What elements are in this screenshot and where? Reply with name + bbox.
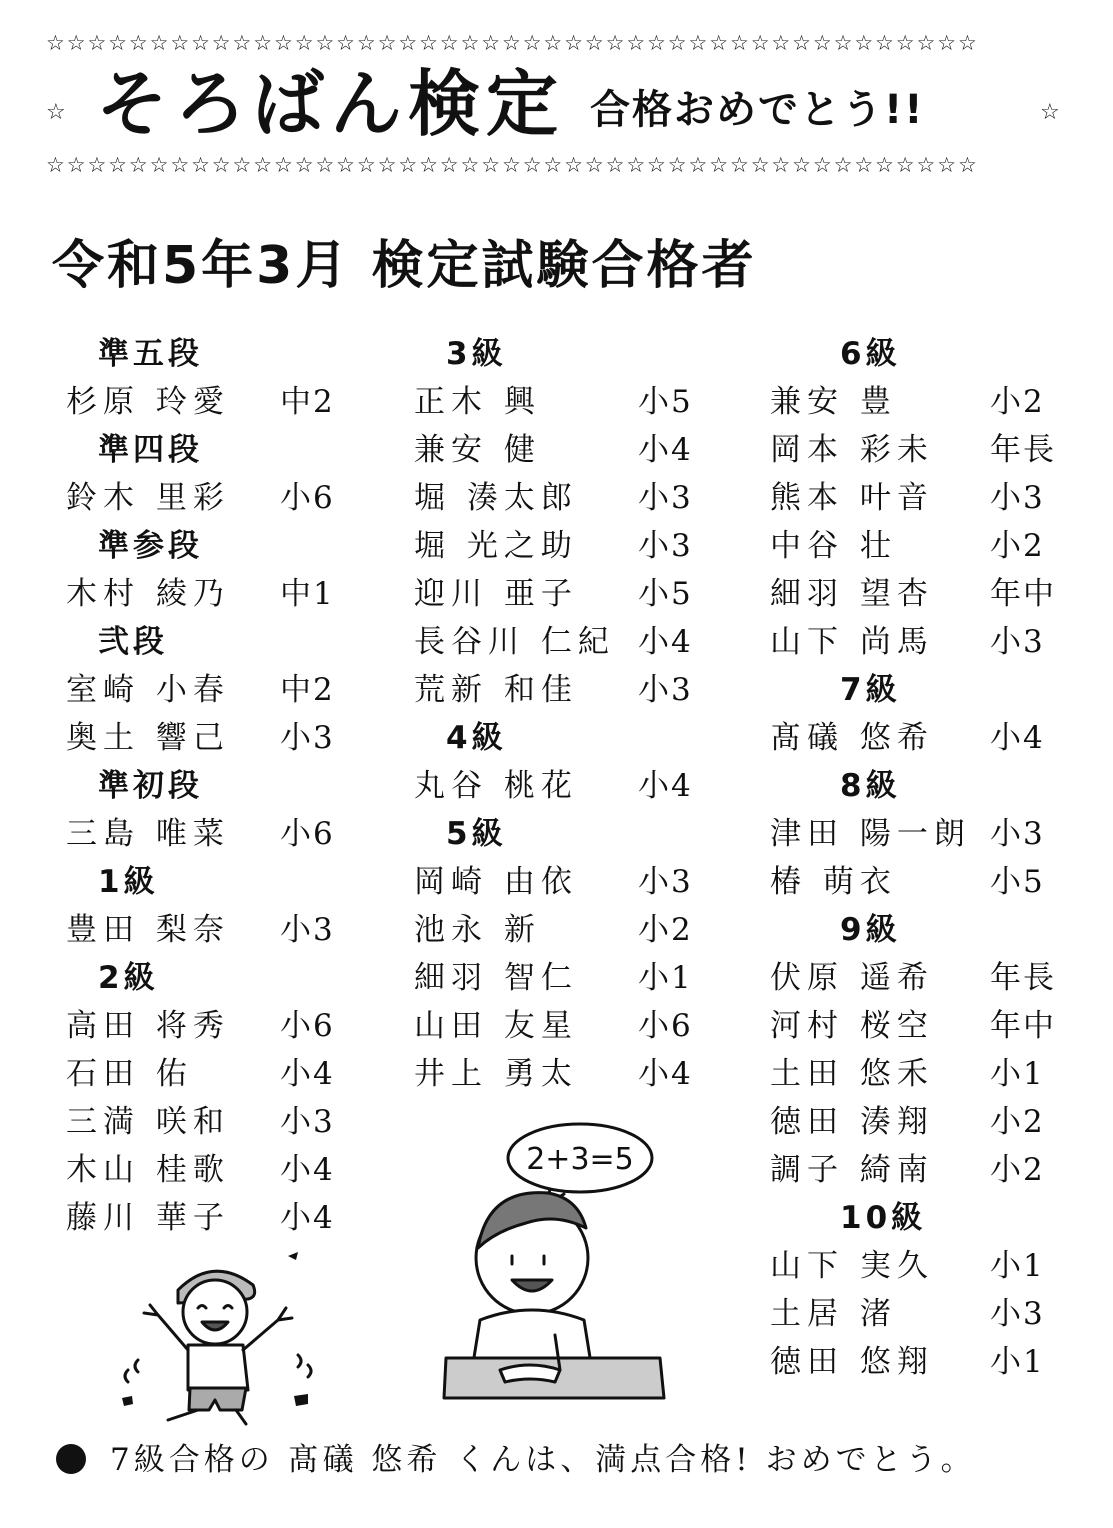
passer-row: [414, 474, 714, 522]
passer-name: 津田 陽一朗: [770, 816, 971, 852]
passer-name: 藤川 華子: [66, 1200, 230, 1236]
passer-name: 細羽 望杏: [770, 576, 934, 612]
school-year: 年長: [990, 960, 1056, 996]
grade-heading: [66, 954, 366, 1002]
grade-label: 8級: [840, 768, 901, 804]
school-year: 小2: [990, 384, 1045, 420]
passer-name: 椿 萌衣: [770, 864, 897, 900]
results-column-1: [66, 330, 366, 1242]
passer-row: [66, 810, 366, 858]
school-year: 小2: [638, 912, 693, 948]
results-column-3: [770, 330, 1090, 1386]
school-year: 小4: [638, 432, 693, 468]
school-year: 小5: [638, 576, 693, 612]
jumping-child-illustration: [108, 1250, 338, 1430]
grade-heading: [66, 426, 366, 474]
bullet-icon: [56, 1444, 86, 1474]
passer-name: 鈴木 里彩: [66, 480, 230, 516]
grade-heading: [770, 1194, 1090, 1242]
grade-heading: [66, 858, 366, 906]
passer-name: 堀 光之助: [414, 528, 578, 564]
school-year: 中1: [280, 576, 335, 612]
school-year: 小3: [990, 816, 1045, 852]
passer-name: 徳田 湊翔: [770, 1104, 934, 1140]
passer-name: 岡崎 由依: [414, 864, 578, 900]
school-year: 小6: [280, 1008, 335, 1044]
passer-row: [414, 858, 714, 906]
school-year: 小3: [638, 528, 693, 564]
passer-row: [66, 906, 366, 954]
passer-name: 高田 将秀: [66, 1008, 230, 1044]
passer-name: 石田 佑: [66, 1056, 193, 1092]
passer-name: 山田 友星: [414, 1008, 578, 1044]
school-year: 小3: [280, 912, 335, 948]
passer-name: 迎川 亜子: [414, 576, 578, 612]
passer-name: 荒新 和佳: [414, 672, 578, 708]
passer-name: 室崎 小春: [66, 672, 230, 708]
grade-label: 10級: [840, 1200, 927, 1236]
passer-row: [414, 666, 714, 714]
grade-label: 2級: [98, 960, 159, 996]
passer-row: [414, 954, 714, 1002]
school-year: 小3: [638, 672, 693, 708]
passer-row: [770, 618, 1090, 666]
passer-row: [414, 522, 714, 570]
passer-row: [414, 378, 714, 426]
grade-label: 準五段: [98, 336, 203, 372]
star-border-bottom: ☆☆☆☆☆☆☆☆☆☆☆☆☆☆☆☆☆☆☆☆☆☆☆☆☆☆☆☆☆☆☆☆☆☆☆☆☆☆☆☆☆☆☆☆☆: [46, 153, 979, 177]
passer-row: [66, 714, 366, 762]
passer-name: 三島 唯菜: [66, 816, 230, 852]
star-icon-right: ☆: [1040, 100, 1060, 125]
passer-name: 長谷川 仁紀: [414, 624, 615, 660]
passer-row: [66, 1098, 366, 1146]
passer-name: 熊本 叶音: [770, 480, 934, 516]
school-year: 中2: [280, 384, 335, 420]
school-year: 小5: [990, 864, 1045, 900]
passer-name: 木山 桂歌: [66, 1152, 230, 1188]
school-year: 小1: [638, 960, 693, 996]
passer-row: [414, 906, 714, 954]
school-year: 小4: [280, 1152, 335, 1188]
grade-label: 4級: [446, 720, 507, 756]
passer-name: 伏原 遥希: [770, 960, 934, 996]
note-text: 7級合格の 髙礒 悠希 くんは、満点合格! おめでとう。: [110, 1442, 976, 1478]
passer-row: [414, 1050, 714, 1098]
grade-label: 準四段: [98, 432, 203, 468]
passer-row: [414, 762, 714, 810]
passer-row: [66, 378, 366, 426]
passer-name: 堀 湊太郎: [414, 480, 578, 516]
passer-name: 丸谷 桃花: [414, 768, 578, 804]
results-column-2: [414, 330, 714, 1098]
grade-heading: [66, 618, 366, 666]
passer-row: [770, 1050, 1090, 1098]
school-year: 小4: [638, 1056, 693, 1092]
school-year: 年中: [990, 1008, 1056, 1044]
passer-name: 奥土 響己: [66, 720, 230, 756]
passer-name: 岡本 彩未: [770, 432, 934, 468]
grade-heading: [770, 762, 1090, 810]
school-year: 小5: [638, 384, 693, 420]
passer-row: [770, 1338, 1090, 1386]
passer-name: 土居 渚: [770, 1296, 897, 1332]
school-year: 小3: [990, 624, 1045, 660]
school-year: 小1: [990, 1248, 1045, 1284]
star-icon-left: ☆: [46, 100, 66, 125]
school-year: 中2: [280, 672, 335, 708]
passer-name: 豊田 梨奈: [66, 912, 230, 948]
school-year: 小6: [638, 1008, 693, 1044]
grade-heading: [66, 522, 366, 570]
passer-name: 山下 尚馬: [770, 624, 934, 660]
school-year: 小3: [280, 1104, 335, 1140]
grade-label: 9級: [840, 912, 901, 948]
school-year: 小3: [638, 864, 693, 900]
passer-name: 杉原 玲愛: [66, 384, 230, 420]
grade-heading: [770, 906, 1090, 954]
grade-heading: [770, 330, 1090, 378]
school-year: 小6: [280, 816, 335, 852]
grade-label: 1級: [98, 864, 159, 900]
passer-row: [770, 714, 1090, 762]
passer-row: [66, 1194, 366, 1242]
passer-row: [770, 858, 1090, 906]
school-year: 小4: [638, 624, 693, 660]
passer-row: [66, 570, 366, 618]
star-border-top: ☆☆☆☆☆☆☆☆☆☆☆☆☆☆☆☆☆☆☆☆☆☆☆☆☆☆☆☆☆☆☆☆☆☆☆☆☆☆☆☆☆☆☆☆☆: [46, 31, 979, 55]
school-year: 小4: [280, 1056, 335, 1092]
passer-row: [770, 570, 1090, 618]
passer-row: [770, 378, 1090, 426]
congratulations-subtitle: 合格おめでとう!!: [590, 87, 925, 133]
passer-name: 髙礒 悠希: [770, 720, 934, 756]
passer-row: [770, 810, 1090, 858]
school-year: 小2: [990, 528, 1045, 564]
passer-name: 調子 綺南: [770, 1152, 934, 1188]
passer-row: [66, 1146, 366, 1194]
school-year: 年中: [990, 576, 1056, 612]
grade-heading: [66, 762, 366, 810]
school-year: 小4: [280, 1200, 335, 1236]
passer-row: [770, 426, 1090, 474]
passer-name: 木村 綾乃: [66, 576, 230, 612]
passer-name: 兼安 豊: [770, 384, 897, 420]
passer-row: [414, 570, 714, 618]
school-year: 年長: [990, 432, 1056, 468]
passer-name: 正木 興: [414, 384, 541, 420]
exam-heading: 令和5年3月 検定試験合格者: [52, 236, 757, 296]
passer-name: 兼安 健: [414, 432, 541, 468]
grade-label: 準初段: [98, 768, 203, 804]
school-year: 小3: [638, 480, 693, 516]
school-year: 小4: [990, 720, 1045, 756]
grade-label: 6級: [840, 336, 901, 372]
speech-bubble-text: 2+3=5: [526, 1142, 634, 1177]
page-title: そろばん検定: [96, 62, 565, 146]
passer-name: 井上 勇太: [414, 1056, 578, 1092]
passer-row: [414, 426, 714, 474]
passer-name: 中谷 壮: [770, 528, 897, 564]
school-year: 小3: [990, 1296, 1045, 1332]
grade-heading: [414, 810, 714, 858]
grade-heading: [66, 330, 366, 378]
passer-row: [770, 1242, 1090, 1290]
passer-name: 三満 咲和: [66, 1104, 230, 1140]
school-year: 小6: [280, 480, 335, 516]
passer-row: [66, 1002, 366, 1050]
grade-label: 7級: [840, 672, 901, 708]
school-year: 小1: [990, 1344, 1045, 1380]
footnote: [56, 1436, 1096, 1484]
grade-label: 弐段: [98, 624, 168, 660]
passer-row: [414, 618, 714, 666]
passer-row: [770, 1098, 1090, 1146]
passer-row: [66, 1050, 366, 1098]
school-year: 小2: [990, 1152, 1045, 1188]
passer-name: 池永 新: [414, 912, 541, 948]
passer-row: [414, 1002, 714, 1050]
passer-row: [66, 666, 366, 714]
grade-heading: [770, 666, 1090, 714]
passer-row: [66, 474, 366, 522]
grade-heading: [414, 714, 714, 762]
grade-label: 5級: [446, 816, 507, 852]
passer-name: 徳田 悠翔: [770, 1344, 934, 1380]
school-year: 小3: [990, 480, 1045, 516]
passer-row: [770, 1146, 1090, 1194]
passer-row: [770, 1290, 1090, 1338]
passer-name: 土田 悠禾: [770, 1056, 934, 1092]
school-year: 小2: [990, 1104, 1045, 1140]
passer-row: [770, 954, 1090, 1002]
passer-row: [770, 474, 1090, 522]
passer-row: [770, 522, 1090, 570]
school-year: 小1: [990, 1056, 1045, 1092]
school-year: 小3: [280, 720, 335, 756]
grade-label: 準参段: [98, 528, 203, 564]
grade-heading: [414, 330, 714, 378]
passer-name: 山下 実久: [770, 1248, 934, 1284]
passer-name: 細羽 智仁: [414, 960, 578, 996]
grade-label: 3級: [446, 336, 507, 372]
school-year: 小4: [638, 768, 693, 804]
passer-name: 河村 桜空: [770, 1008, 934, 1044]
passer-row: [770, 1002, 1090, 1050]
